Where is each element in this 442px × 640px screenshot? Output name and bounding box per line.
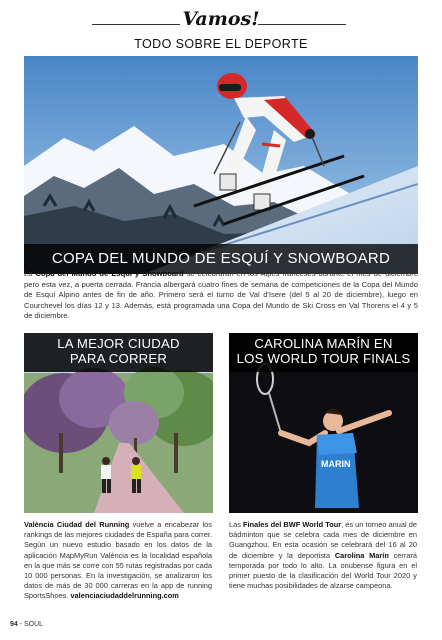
section-title: TODO SOBRE EL DEPORTE	[134, 37, 308, 51]
running-website-link[interactable]: valenciaciudaddelrunning.com	[70, 591, 179, 601]
running-banner-line2: PARA CORRER	[69, 351, 168, 366]
page-footer	[10, 621, 43, 628]
bwf-event-name: Finales del BWF World Tour	[243, 520, 342, 529]
badminton-banner-line2: LOS WORLD TOUR FINALS	[236, 351, 411, 366]
running-image	[24, 333, 213, 513]
badminton-article-text: Las Finales del BWF World Tour, es un torneo anual de bádminton que se celebra cada mes de diciembre en Guangzhou. En esta ocasión se celebrará del 16 al 20 de diciembre y la deportista Carolina Marín cerrará temporada por todo lo alto. La onubense figura en el primer puesto de la clasificación del World Tour 2020 y tiene muchas posibilidades de alzarse campeona.	[229, 520, 417, 591]
running-lead: València Ciudad del Running	[24, 520, 130, 529]
ski-article-text: La Copa del Mundo de Esquí y Snowboard se celebrarán en los Alpes franceses durante el mes de diciembre pero esta vez, a puerta cerrada. Francia albergará cuatro fines de semana de competiciones de la Copa del Mundo de Esquí Alpino antes de fin de año. Primero será el turno de Val d'Isere (del 5 al 20 de diciembre), luego en Courchevel los días 12 y 13. Además, está programada una Copa del Mundo de Ski Cross en Val Thorens el 4 y 5 de diciembre.	[24, 269, 418, 320]
badminton-banner	[229, 333, 418, 372]
badminton-banner-line1: CAROLINA MARÍN EN	[254, 336, 393, 351]
ski-banner: COPA DEL MUNDO DE ESQUÍ Y SNOWBOARD	[24, 244, 418, 274]
athlete-name: Carolina Marín	[334, 550, 389, 560]
ski-photo-illustration	[24, 56, 418, 274]
player-shirt-text: MARIN	[321, 459, 351, 469]
brand-script-title: Vamos!	[182, 8, 260, 30]
ski-hero-image	[24, 56, 418, 274]
running-banner	[24, 333, 213, 372]
ski-event-name: Copa del Mundo de Esquí y Snowboard	[35, 269, 184, 278]
running-article-text: València Ciudad del Running vuelve a encabezar los rankings de las mejores ciudades de España para correr. Según un nuevo estudio basado en los datos de la aplicación MapMyRun València es la localidad española en la que más se corre con 55 rutas registradas por cada 10 000 personas. En la investigación, se analizaron los datos de más de 30 000 carreras en la app de running SportsShoes. valenciaciudaddelrunning.com	[24, 520, 212, 601]
footer-brand: - SOUL	[17, 621, 44, 628]
running-banner-line1: LA MEJOR CIUDAD	[57, 336, 180, 351]
page-number: 94	[10, 621, 18, 628]
badminton-image	[229, 333, 418, 513]
